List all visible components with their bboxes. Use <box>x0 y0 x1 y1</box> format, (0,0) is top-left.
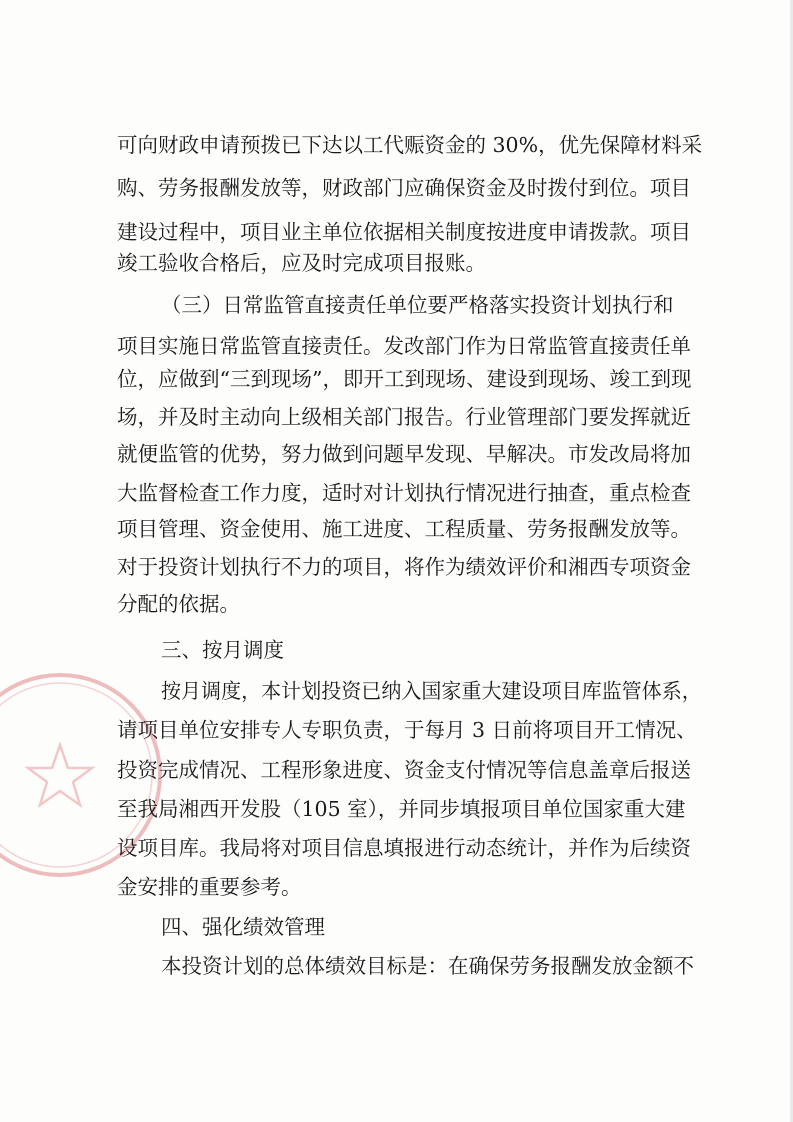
body-line-8: 场，并及时主动向上级相关部门报告。行业管理部门要发挥就近 <box>117 405 691 429</box>
section3-line-6: 金安排的重要参考。 <box>117 875 302 899</box>
section3-line-4: 至我局湘西开发股（105 室），并同步填报项目单位国家重大建 <box>117 797 686 821</box>
body-line-5: （三）日常监管直接责任单位要严格落实投资计划执行和 <box>161 293 674 317</box>
body-line-2: 购、劳务报酬发放等，财政部门应确保资金及时拨付到位。项目 <box>117 176 691 200</box>
body-line-4: 竣工验收合格后，应及时完成项目报账。 <box>117 251 486 275</box>
body-line-10: 大监督检查工作力度，适时对计划执行情况进行抽查，重点检查 <box>117 481 691 505</box>
body-line-12: 对于投资计划执行不力的项目，将作为绩效评价和湘西专项资金 <box>117 555 691 579</box>
section3-line-1: 按月调度，本计划投资已纳入国家重大建设项目库监管体系， <box>161 679 702 703</box>
section-heading-4: 四、强化绩效管理 <box>161 915 325 939</box>
section4-line-1: 本投资计划的总体绩效目标是：在确保劳务报酬发放金额不 <box>161 954 694 978</box>
section-heading-3: 三、按月调度 <box>161 638 284 662</box>
section3-line-3: 投资完成情况、工程形象进度、资金支付情况等信息盖章后报送 <box>117 758 691 782</box>
body-line-13: 分配的依据。 <box>117 592 240 616</box>
body-line-11: 项目管理、资金使用、施工进度、工程质量、劳务报酬发放等。 <box>117 517 691 541</box>
body-line-9: 就便监管的优势，努力做到问题早发现、早解决。市发改局将加 <box>117 442 691 466</box>
section3-line-2: 请项目单位安排专人专职负责，于每月 3 日前将项目开工情况、 <box>117 718 697 742</box>
body-line-6: 项目实施日常监管直接责任。发改部门作为日常监管直接责任单 <box>117 334 691 358</box>
section3-line-5: 设项目库。我局将对项目信息填报进行动态统计，并作为后续资 <box>117 836 691 860</box>
body-line-7: 位，应做到“三到现场”，即开工到现场、建设到现场、竣工到现 <box>117 367 692 391</box>
body-line-1: 可向财政申请预拨已下达以工代赈资金的 30%，优先保障材料采 <box>117 133 703 157</box>
body-line-3: 建设过程中，项目业主单位依据相关制度按进度申请拨款。项目 <box>117 220 691 244</box>
